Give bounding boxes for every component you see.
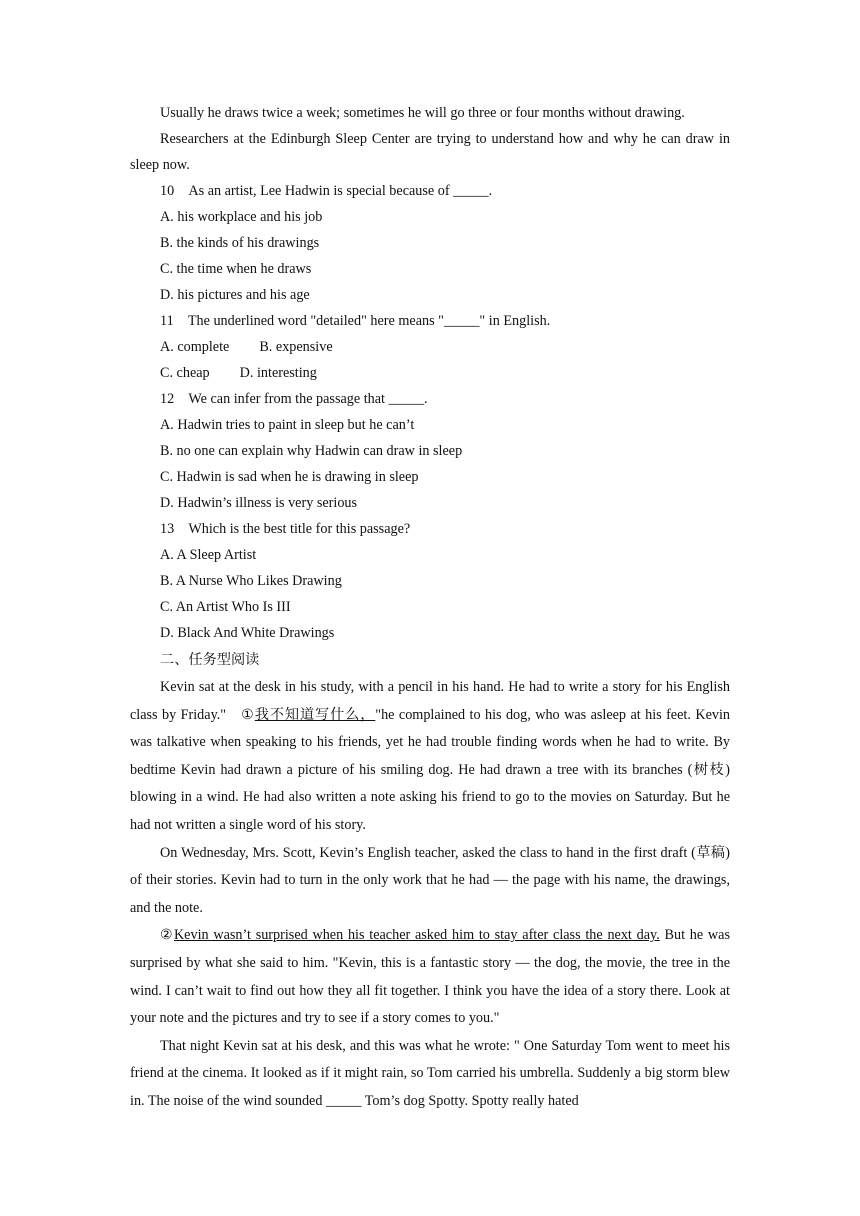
underlined-sentence-2: Kevin wasn’t surprised when his teacher asked him to stay after class the next day. — [173, 927, 660, 944]
options-row-ab — [130, 334, 730, 360]
story-paragraph-4: That night Kevin sat at his desk, and this was what he wrote: " One Saturday Tom went to meet his friend at the cinema. It looked as if it might rain, so Tom carried his umbrella. Suddenly a big storm blew in. The noise of the wind sounded _____ Tom’s dog Spotty. Spotty really hated — [130, 1037, 730, 1109]
option-b: B. no one can explain why Hadwin can draw in sleep — [160, 443, 463, 459]
question-11 — [130, 308, 730, 386]
passage-paragraph: Usually he draws twice a week; sometimes he will go three or four months without drawing. — [160, 105, 685, 121]
option-a: A. his workplace and his job — [160, 209, 323, 225]
option-c: C. An Artist Who Is III — [160, 599, 291, 615]
option-b: B. expensive — [259, 339, 333, 355]
question-stem: 13 Which is the best title for this passage? — [160, 521, 411, 537]
question-stem: 10 As an artist, Lee Hadwin is special because of _____. — [160, 183, 493, 199]
story-paragraph-3: ②Kevin wasn’t surprised when his teacher asked him to stay after class the next day. But he was surprised by what she said to him. "Kevin, this is a fantastic story — the dog, the movie, the tree in the wind. I can’t wait to find out how they all fit together. I think you have the idea of a story there. Look at your note and the pictures and try to see if a story comes to you." — [130, 927, 730, 1027]
option-d: D. Hadwin’s illness is very serious — [160, 495, 358, 511]
question-stem: 12 We can infer from the passage that _____. — [160, 391, 428, 407]
option-c: C. the time when he draws — [160, 261, 312, 277]
option-a: A. Hadwin tries to paint in sleep but he can’t — [160, 417, 415, 433]
option-c: C. Hadwin is sad when he is drawing in sleep — [160, 469, 419, 485]
option-d: D. Black And White Drawings — [160, 625, 335, 641]
question-13 — [130, 516, 730, 646]
option-b: B. A Nurse Who Likes Drawing — [160, 573, 342, 589]
options-row-cd — [130, 360, 730, 386]
story-paragraph-2: On Wednesday, Mrs. Scott, Kevin’s English teacher, asked the class to hand in the first draft (草稿) of their stories. Kevin had to turn in the only work that he had — the page with his name, the drawings, and the note. — [130, 844, 730, 916]
passage-paragraph: Researchers at the Edinburgh Sleep Center are trying to understand how and why he can draw in sleep now. — [130, 131, 730, 173]
option-c: C. cheap — [160, 365, 210, 381]
document-body — [130, 100, 730, 1116]
question-12 — [130, 386, 730, 516]
section-heading: 二、任务型阅读 — [160, 652, 260, 668]
option-a: A. A Sleep Artist — [160, 547, 257, 563]
option-d: D. his pictures and his age — [160, 287, 310, 303]
underlined-sentence-1: 我不知道写什么， — [254, 706, 376, 723]
option-a: A. complete — [160, 339, 230, 355]
question-10 — [130, 178, 730, 308]
question-stem: 11 The underlined word "detailed" here means "_____" in English. — [160, 313, 551, 329]
option-d: D. interesting — [239, 365, 317, 381]
story-paragraph-1: Kevin sat at the desk in his study, with a pencil in his hand. He had to write a story for his English class by Friday." ①我不知道写什么，"he complained to his dog, who was asleep at his feet. Kevin was talkative when speaking to his friends, yet he had trouble finding words when he had to write. By bedtime Kevin had drawn a picture of his smiling dog. He had drawn a tree with its branches (树枝) blowing in a wind. He had also written a note asking his friend to go to the movies on Saturday. But he had not written a single word of his story. — [130, 679, 730, 833]
option-b: B. the kinds of his drawings — [160, 235, 320, 251]
